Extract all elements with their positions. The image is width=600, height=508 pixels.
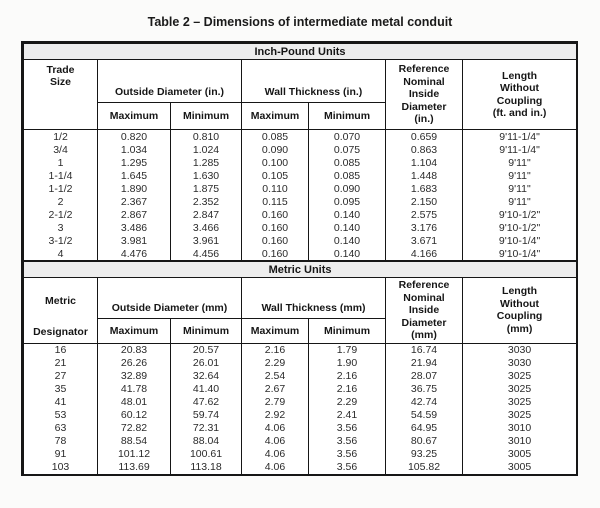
table-row [24, 195, 577, 208]
table-cell: 48.01 [98, 396, 171, 409]
table-cell: 0.810 [171, 130, 242, 144]
table-cell: 41.78 [98, 383, 171, 396]
table-row [24, 357, 577, 370]
table-cell: 1.448 [386, 169, 463, 182]
table-cell: 42.74 [386, 396, 463, 409]
table-cell: 3025 [463, 396, 577, 409]
section-band-row [24, 44, 577, 60]
table-cell: 32.64 [171, 370, 242, 383]
table-cell: 9'10-1/4" [463, 234, 577, 247]
table-row [24, 221, 577, 234]
table-cell: 88.54 [98, 435, 171, 448]
table-cell: 2.150 [386, 195, 463, 208]
table-row [24, 383, 577, 396]
sub-header-wall-maximum: Maximum [242, 103, 309, 130]
trade-size-line2: Size [49, 76, 71, 88]
table-cell: 2.16 [309, 370, 386, 383]
table-row [24, 143, 577, 156]
sub-header-od-minimum: Minimum [171, 318, 242, 343]
table-cell: 80.67 [386, 435, 463, 448]
table-cell: 27 [24, 370, 98, 383]
section-band-row [24, 261, 577, 278]
table-cell: 0.090 [242, 143, 309, 156]
table-cell: 0.140 [309, 208, 386, 221]
table-cell: 9'10-1/4" [463, 247, 577, 260]
group-header-row [24, 60, 577, 103]
table-cell: 1.024 [171, 143, 242, 156]
table-cell: 1.683 [386, 182, 463, 195]
table-cell: 53 [24, 409, 98, 422]
table-cell: 91 [24, 448, 98, 461]
table-cell: 20.83 [98, 343, 171, 357]
table-cell: 2.54 [242, 370, 309, 383]
trade-size-line1: Trade [46, 64, 75, 76]
table-cell: 32.89 [98, 370, 171, 383]
table-cell: 0.085 [309, 156, 386, 169]
col-header-reference-id-in: Reference Nominal Inside Diameter (in.) [386, 60, 463, 130]
table-cell: 41 [24, 396, 98, 409]
table-cell: 4.166 [386, 247, 463, 260]
sub-header-od-maximum: Maximum [98, 318, 171, 343]
sub-header-od-maximum: Maximum [98, 103, 171, 130]
table-row [24, 461, 577, 474]
sub-header-wall-minimum: Minimum [309, 318, 386, 343]
table-cell: 1/2 [24, 130, 98, 144]
table-cell: 2.575 [386, 208, 463, 221]
table-cell: 0.659 [386, 130, 463, 144]
table-cell: 3 [24, 221, 98, 234]
table-cell: 3010 [463, 435, 577, 448]
table-cell: 2.16 [242, 343, 309, 357]
table-row [24, 156, 577, 169]
table-cell: 0.820 [98, 130, 171, 144]
table-cell: 0.140 [309, 221, 386, 234]
table-cell: 54.59 [386, 409, 463, 422]
sub-header-wall-maximum: Maximum [242, 318, 309, 343]
table-cell: 26.01 [171, 357, 242, 370]
table-cell: 0.075 [309, 143, 386, 156]
table-cell: 3025 [463, 409, 577, 422]
table-cell: 2.367 [98, 195, 171, 208]
group-header-outside-diameter-mm: Outside Diameter (mm) [98, 278, 242, 319]
table-row [24, 130, 577, 144]
col-header-reference-id-mm: Reference Nominal Inside Diameter (mm) [386, 278, 463, 344]
table-cell: 1 [24, 156, 98, 169]
table-cell: 1.890 [98, 182, 171, 195]
table-cell: 78 [24, 435, 98, 448]
table-cell: 0.085 [242, 130, 309, 144]
table-cell: 60.12 [98, 409, 171, 422]
table-cell: 16 [24, 343, 98, 357]
table-row [24, 370, 577, 383]
table-cell: 101.12 [98, 448, 171, 461]
section-band-metric: Metric Units [24, 261, 577, 278]
group-header-row [24, 278, 577, 319]
table-cell: 2.67 [242, 383, 309, 396]
table-cell: 1-1/2 [24, 182, 98, 195]
table-cell: 2.41 [309, 409, 386, 422]
table-cell: 0.115 [242, 195, 309, 208]
table-cell: 9'11" [463, 195, 577, 208]
table-cell: 3.961 [171, 234, 242, 247]
table-cell: 105.82 [386, 461, 463, 474]
table-row [24, 396, 577, 409]
inch-pound-section [23, 43, 577, 260]
table-cell: 4.06 [242, 461, 309, 474]
table-cell: 2.352 [171, 195, 242, 208]
table-row [24, 422, 577, 435]
page-title: Table 2 – Dimensions of intermediate metal conduit [147, 15, 453, 29]
table-row [24, 234, 577, 247]
table-cell: 3005 [463, 448, 577, 461]
table-cell: 1.295 [98, 156, 171, 169]
table-cell: 41.40 [171, 383, 242, 396]
table-cell: 3030 [463, 357, 577, 370]
table-cell: 4.456 [171, 247, 242, 260]
table-cell: 20.57 [171, 343, 242, 357]
table-cell: 3.176 [386, 221, 463, 234]
table-row [24, 409, 577, 422]
table-cell: 0.140 [309, 247, 386, 260]
table-cell: 0.160 [242, 247, 309, 260]
table-cell: 3025 [463, 383, 577, 396]
table-cell: 4 [24, 247, 98, 260]
col-header-trade-size [24, 60, 98, 130]
inch-pound-rows [24, 130, 577, 261]
table-cell: 1.104 [386, 156, 463, 169]
table-cell: 2.29 [242, 357, 309, 370]
table-cell: 3.466 [171, 221, 242, 234]
table-cell: 21.94 [386, 357, 463, 370]
table-cell: 3.56 [309, 448, 386, 461]
table-cell: 1-1/4 [24, 169, 98, 182]
table-cell: 0.863 [386, 143, 463, 156]
table-cell: 3.981 [98, 234, 171, 247]
table-cell: 2.79 [242, 396, 309, 409]
conduit-dimensions-table [21, 41, 578, 476]
table-cell: 3010 [463, 422, 577, 435]
table-cell: 9'10-1/2" [463, 208, 577, 221]
table-cell: 0.085 [309, 169, 386, 182]
table-cell: 26.26 [98, 357, 171, 370]
col-header-length-without-coupling-mm: Length Without Coupling (mm) [463, 278, 577, 344]
table-cell: 0.160 [242, 208, 309, 221]
table-cell: 88.04 [171, 435, 242, 448]
table-cell: 28.07 [386, 370, 463, 383]
table-cell: 4.476 [98, 247, 171, 260]
table-cell: 1.79 [309, 343, 386, 357]
table-row [24, 208, 577, 221]
metric-designator-line2: Designator [33, 325, 88, 338]
table-cell: 3.56 [309, 435, 386, 448]
table-cell: 9'11" [463, 169, 577, 182]
table-cell: 2-1/2 [24, 208, 98, 221]
table-cell: 4.06 [242, 435, 309, 448]
table-cell: 1.285 [171, 156, 242, 169]
table-cell: 64.95 [386, 422, 463, 435]
group-header-outside-diameter-in: Outside Diameter (in.) [98, 60, 242, 103]
table-cell: 100.61 [171, 448, 242, 461]
table-cell: 0.070 [309, 130, 386, 144]
table-cell: 2.16 [309, 383, 386, 396]
table-cell: 4.06 [242, 422, 309, 435]
table-cell: 2.29 [309, 396, 386, 409]
group-header-wall-thickness-in: Wall Thickness (in.) [242, 60, 386, 103]
table-row [24, 182, 577, 195]
table-cell: 1.875 [171, 182, 242, 195]
table-cell: 2.847 [171, 208, 242, 221]
table-cell: 9'11-1/4" [463, 143, 577, 156]
table-cell: 0.160 [242, 221, 309, 234]
table-cell: 9'10-1/2" [463, 221, 577, 234]
col-header-length-without-coupling-in: Length Without Coupling (ft. and in.) [463, 60, 577, 130]
table-cell: 0.100 [242, 156, 309, 169]
table-cell: 2.867 [98, 208, 171, 221]
sub-header-wall-minimum: Minimum [309, 103, 386, 130]
col-header-metric-designator [24, 278, 98, 344]
table-cell: 93.25 [386, 448, 463, 461]
table-cell: 3.671 [386, 234, 463, 247]
table-cell: 72.82 [98, 422, 171, 435]
table-cell: 16.74 [386, 343, 463, 357]
table-cell: 0.105 [242, 169, 309, 182]
table-row [24, 343, 577, 357]
table-cell: 4.06 [242, 448, 309, 461]
table-cell: 59.74 [171, 409, 242, 422]
table-cell: 9'11" [463, 156, 577, 169]
table-cell: 0.110 [242, 182, 309, 195]
table-cell: 3030 [463, 343, 577, 357]
table-cell: 35 [24, 383, 98, 396]
table-cell: 103 [24, 461, 98, 474]
table-cell: 1.630 [171, 169, 242, 182]
table-cell: 3.56 [309, 422, 386, 435]
metric-designator-line1: Metric [45, 294, 76, 307]
table-cell: 0.160 [242, 234, 309, 247]
table-cell: 113.18 [171, 461, 242, 474]
table-cell: 3-1/2 [24, 234, 98, 247]
table-cell: 3.486 [98, 221, 171, 234]
table-cell: 113.69 [98, 461, 171, 474]
table-cell: 47.62 [171, 396, 242, 409]
table-cell: 3.56 [309, 461, 386, 474]
table-cell: 2 [24, 195, 98, 208]
table-cell: 1.034 [98, 143, 171, 156]
table-cell: 1.645 [98, 169, 171, 182]
table-cell: 63 [24, 422, 98, 435]
table-cell: 0.090 [309, 182, 386, 195]
table-cell: 3025 [463, 370, 577, 383]
table-cell: 36.75 [386, 383, 463, 396]
metric-section [23, 260, 577, 474]
table-cell: 9'11" [463, 182, 577, 195]
section-band-inch-pound: Inch-Pound Units [24, 44, 577, 60]
table-row [24, 247, 577, 260]
table-row [24, 448, 577, 461]
table-row [24, 435, 577, 448]
table-cell: 0.140 [309, 234, 386, 247]
table-cell: 72.31 [171, 422, 242, 435]
table-cell: 1.90 [309, 357, 386, 370]
sub-header-od-minimum: Minimum [171, 103, 242, 130]
table-cell: 3/4 [24, 143, 98, 156]
table-cell: 0.095 [309, 195, 386, 208]
table-cell: 3005 [463, 461, 577, 474]
table-cell: 21 [24, 357, 98, 370]
metric-rows [24, 343, 577, 474]
group-header-wall-thickness-mm: Wall Thickness (mm) [242, 278, 386, 319]
table-row [24, 169, 577, 182]
table-cell: 2.92 [242, 409, 309, 422]
table-cell: 9'11-1/4" [463, 130, 577, 144]
